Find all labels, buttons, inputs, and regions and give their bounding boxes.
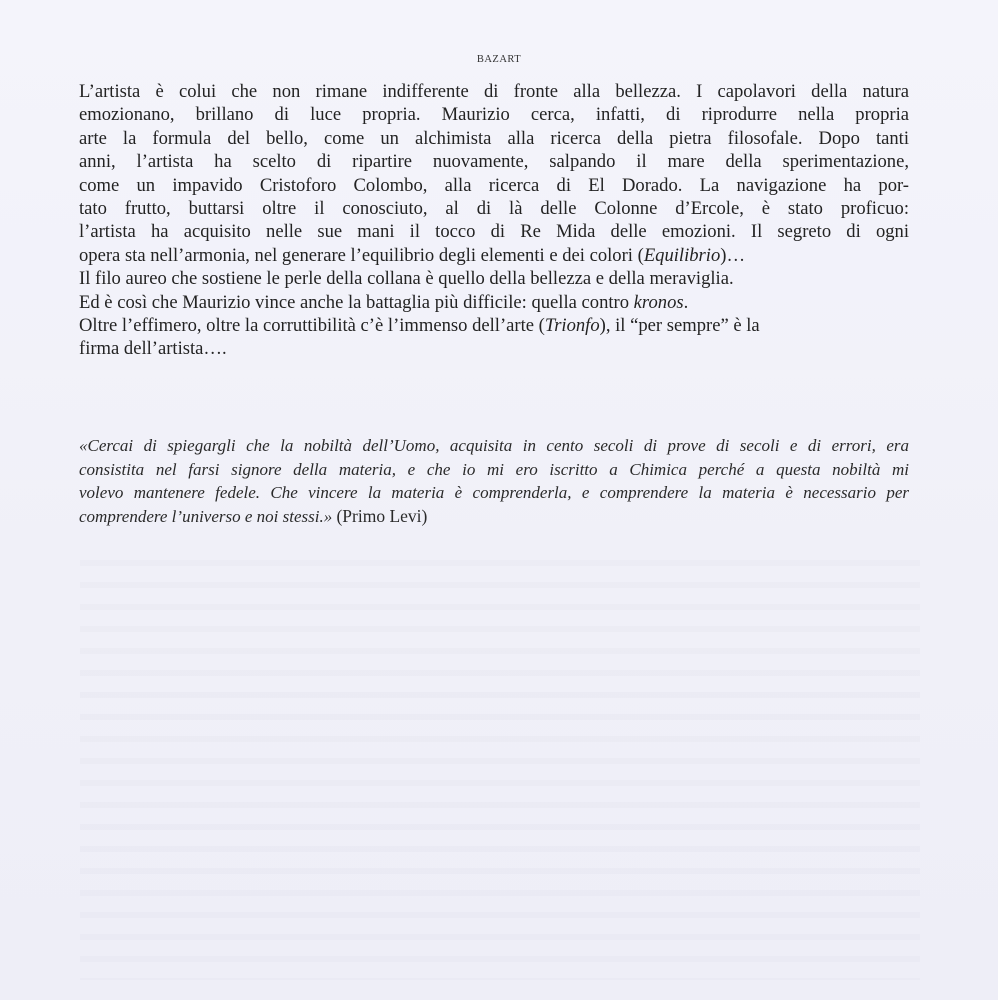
body-line: arte la formula del bello, come un alchimista alla ricerca della pietra filosofale. Dopo tanti <box>79 127 909 149</box>
body-text-span: opera sta nell’armonia, nel generare l’equilibrio degli elementi e dei colori ( <box>79 244 644 266</box>
body-line: tato frutto, buttarsi oltre il conosciuto, al di là delle Colonne d’Ercole, è stato proficuo: <box>79 198 909 220</box>
body-text-span: Ed è così che Maurizio vince anche la battaglia più difficile: quella contro <box>79 291 634 313</box>
body-paragraph <box>79 80 909 361</box>
quote-line: volevo mantenere fedele. Che vincere la materia è comprenderla, e comprendere la materia è necessario per <box>79 483 909 502</box>
body-line: L’artista è colui che non rimane indifferente di fronte alla bellezza. I capolavori della natura <box>79 81 909 102</box>
body-line <box>79 244 909 267</box>
quote-author: (Primo Levi) <box>336 505 428 526</box>
quote-line: consistita nel farsi signore della materia, e che io mi ero iscritto a Chimica perché a questa nobiltà mi <box>79 459 909 479</box>
body-line <box>79 314 909 337</box>
body-line: come un impavido Cristoforo Colombo, alla ricerca di El Dorado. La navigazione ha por- <box>79 174 909 196</box>
body-line: Il filo aureo che sostiene le perle della collana è quello della bellezza e della meraviglia. <box>79 268 734 290</box>
body-text-span: ), il “per sempre” è la <box>599 315 760 337</box>
body-line: l’artista ha acquisito nelle sue mani il tocco di Re Mida delle emozioni. Il segreto di ogni <box>79 221 909 243</box>
quote-line <box>79 505 909 529</box>
body-text-span: Oltre l’effimero, oltre la corruttibilità c’è l’immenso dell’arte ( <box>79 315 545 337</box>
quote-text-span: comprendere l’universo e noi stessi.» <box>79 506 333 526</box>
bleed-through-texture <box>80 560 920 980</box>
artwork-title-trionfo: Trionfo <box>544 315 600 337</box>
body-line: anni, l’artista ha scelto di ripartire nuovamente, salpando il mare della sperimentazione, <box>79 151 909 173</box>
body-text-span: . <box>683 291 689 313</box>
artwork-title-equilibrio: Equilibrio <box>643 244 721 266</box>
body-line: firma dell’artista…. <box>79 338 227 360</box>
body-line: emozionano, brillano di luce propria. Maurizio cerca, infatti, di riprodurre nella propria <box>79 104 909 126</box>
body-text-span: )… <box>720 244 746 266</box>
running-header: BAZART <box>476 54 522 65</box>
body-line <box>79 291 909 314</box>
emphasis-kronos: kronos <box>633 291 684 313</box>
quotation-block <box>79 434 909 528</box>
quote-line: «Cercai di spiegargli che la nobiltà dell’Uomo, acquisita in cento secoli di prove di secoli e di errori, era <box>79 436 909 455</box>
